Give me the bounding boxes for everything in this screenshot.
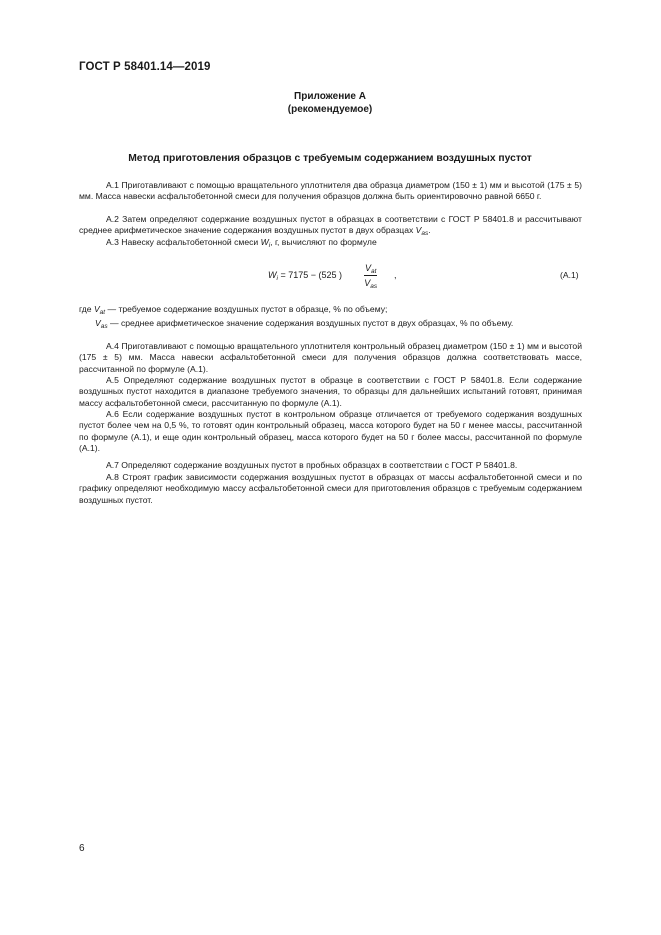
formula-number: (А.1) — [560, 270, 579, 280]
appendix-title: Приложение А — [294, 91, 366, 102]
paragraph-a2: А.2 Затем определяют содержание воздушных пустот в образцах в соответствии с ГОСТ Р 58401.8 и рассчитывают среднее арифметическое значение содержания воздушных пустот в двух образцах $V_{as}$. — [79, 214, 582, 238]
formula-expression: $W_i = 7175 - (525$ ) — [268, 270, 342, 282]
paragraph-a1: А.1 Приготавливают с помощью вращательного уплотнителя два образца диаметром (150 ± 1) мм и высотой (175 ± 5) мм. Масса навески асфальтобетонной смеси для получения образцов должна быть ориентировочно равной 6650 г. — [79, 180, 582, 202]
appendix-subtitle: (рекомендуемое) — [287, 104, 373, 115]
fraction-denominator: $V_{as}$ — [364, 278, 378, 290]
standard-header: ГОСТ Р 58401.14—2019 — [79, 61, 211, 73]
paragraph-a4: А.4 Приготавливают с помощью вращательного уплотнителя контрольный образец диаметром (150 ± 1) мм и высотой (175 ± 5) мм. Масса навески асфальтобетонной смеси для получения образцов должна соответствовать массе, рассчитанной по формуле (А.1). — [79, 341, 582, 374]
paragraph-a3: А.3 Навеску асфальтобетонной смеси $W_i$, г, вычисляют по формуле — [106, 237, 377, 249]
paragraph-a8: А.8 Строят график зависимости содержания воздушных пустот в образцах от массы асфальтобетонной смеси и по графику определяют необходимую массу асфальтобетонной смеси для приготовления образцов с требуемым содержанием воздушных пустот. — [79, 472, 582, 505]
formula-fraction — [364, 263, 377, 289]
paragraph-a6: А.6 Если содержание воздушных пустот в контрольном образце отличается от требуемого содержания воздушных пустот более чем на 0,5 %, то готовят один контрольный образец, масса которого будет на 50 г менее массы, рассчитанной по формуле (А.1), и еще один контрольный образец, масса которого будет на 50 г более массы, рассчитанной по формуле (А.1). — [79, 409, 582, 453]
section-title: Метод приготовления образцов с требуемым содержанием воздушных пустот — [128, 153, 532, 164]
fraction-numerator: $V_{at}$ — [365, 263, 377, 275]
paragraph-a5: А.5 Определяют содержание воздушных пустот в образце в соответствии с ГОСТ Р 58401.8. Если содержание воздушных пустот находится в диапазоне требуемого значения, то образцы для дальнейших испытаний готовят, принимая массу асфальтобетонной смеси, рассчитанную по формуле (А.1). — [79, 375, 582, 408]
formula-comma: , — [394, 270, 397, 280]
where-item-vas: $V_{as}$ — среднее арифметическое значение содержания воздушных пустот в двух образцах, % по объему. — [95, 318, 514, 330]
formula-a1 — [268, 263, 428, 293]
where-item-vat: где $V_{at}$ — требуемое содержание воздушных пустот в образце, % по объему; — [79, 304, 388, 316]
paragraph-a7: А.7 Определяют содержание воздушных пустот в пробных образцах в соответствии с ГОСТ Р 58401.8. — [106, 460, 518, 470]
page-number: 6 — [79, 843, 85, 854]
